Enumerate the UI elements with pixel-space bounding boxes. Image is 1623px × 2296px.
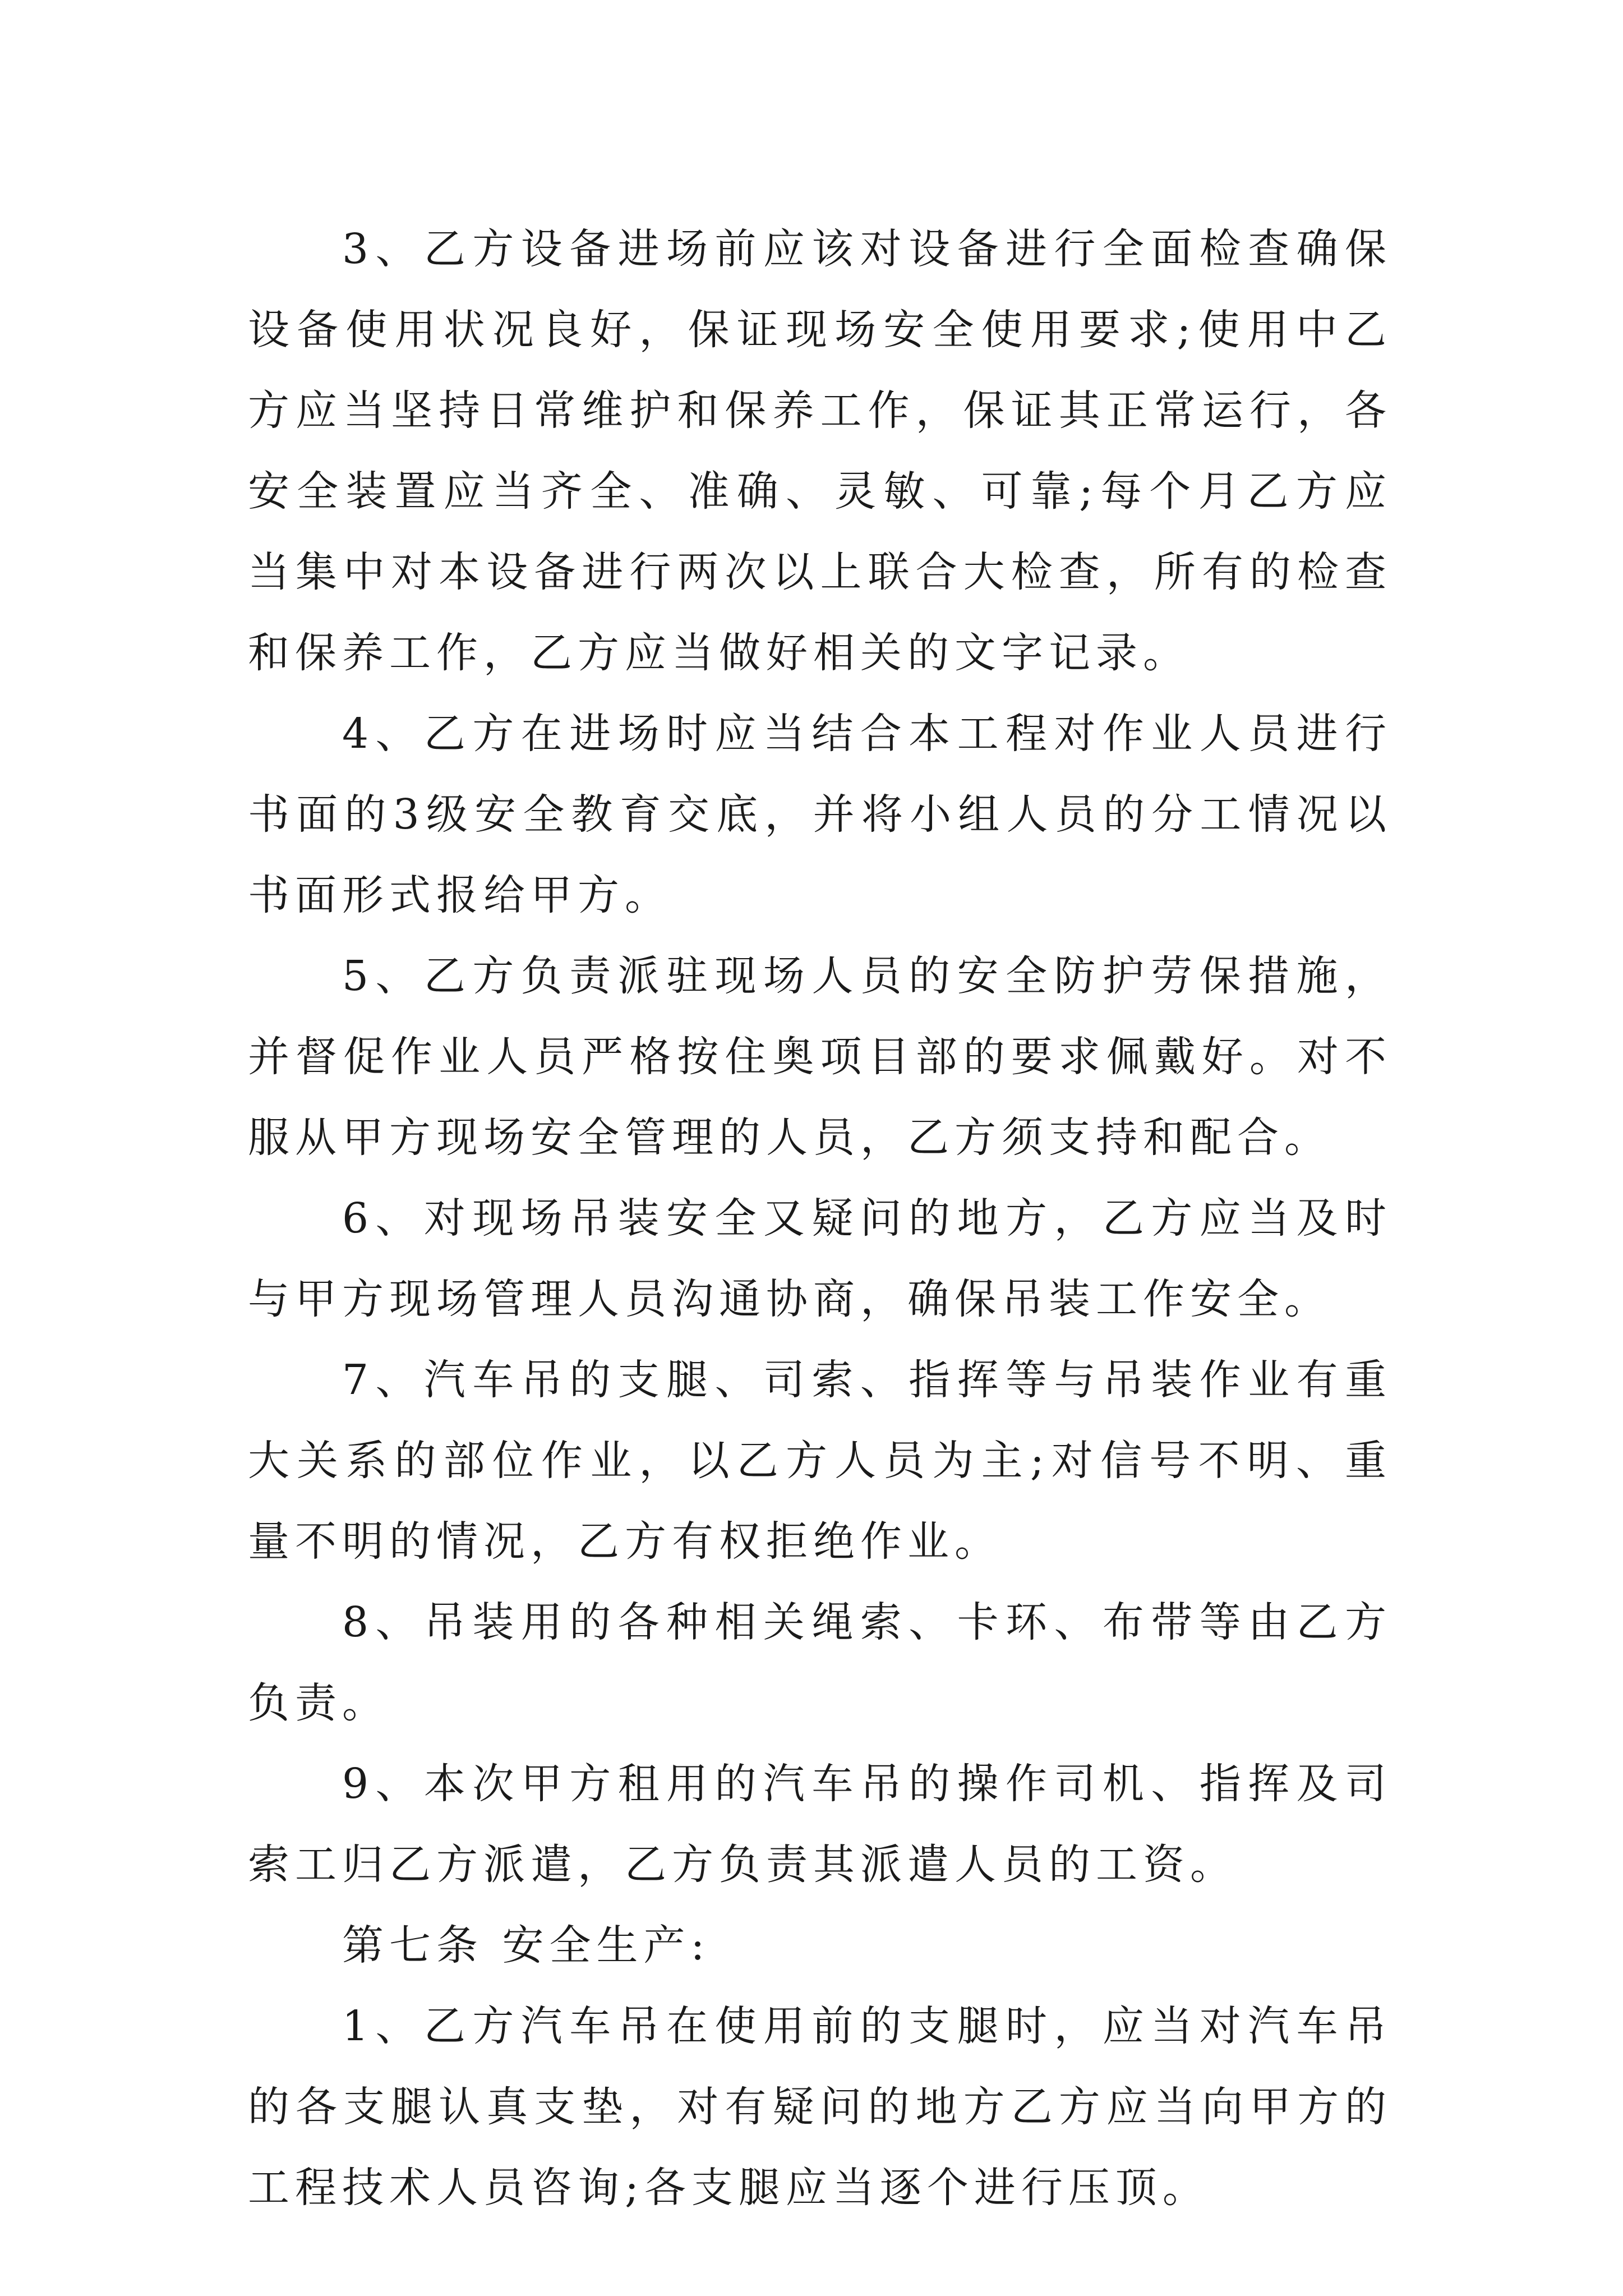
paragraph-8: 8、吊装用的各种相关绳索、卡环、布带等由乙方负责。 xyxy=(248,1598,1392,1727)
paragraph-7: 7、汽车吊的支腿、司索、指挥等与吊装作业有重大关系的部位作业，以乙方人员为主;对信号不明、重量不明的情况，乙方有权拒绝作业。 xyxy=(248,1356,1392,1566)
paragraph-6: 6、对现场吊装安全又疑问的地方，乙方应当及时与甲方现场管理人员沟通协商，确保吊装工作安全。 xyxy=(248,1194,1392,1323)
section-paragraph-1: 1、乙方汽车吊在使用前的支腿时，应当对汽车吊的各支腿认真支垫，对有疑问的地方乙方应当向甲方的工程技术人员咨询;各支腿应当逐个进行压顶。 xyxy=(248,2002,1392,2212)
document-body xyxy=(248,209,1392,2228)
paragraph-3: 3、乙方设备进场前应该对设备进行全面检查确保设备使用状况良好，保证现场安全使用要求;使用中乙方应当坚持日常维护和保养工作，保证其正常运行，各安全装置应当齐全、准确、灵敏、可靠;每个月乙方应当集中对本设备进行两次以上联合大检查，所有的检查和保养工作，乙方应当做好相关的文字记录。 xyxy=(248,225,1392,677)
section-heading: 第七条 安全生产: xyxy=(342,1921,711,1970)
paragraph-4: 4、乙方在进场时应当结合本工程对作业人员进行书面的3级安全教育交底，并将小组人员的分工情况以书面形式报给甲方。 xyxy=(248,710,1392,919)
paragraph-5: 5、乙方负责派驻现场人员的安全防护劳保措施，并督促作业人员严格按住奥项目部的要求佩戴好。对不服从甲方现场安全管理的人员，乙方须支持和配合。 xyxy=(248,952,1392,1162)
paragraph-9: 9、本次甲方租用的汽车吊的操作司机、指挥及司索工归乙方派遣，乙方负责其派遣人员的工资。 xyxy=(248,1760,1392,1889)
